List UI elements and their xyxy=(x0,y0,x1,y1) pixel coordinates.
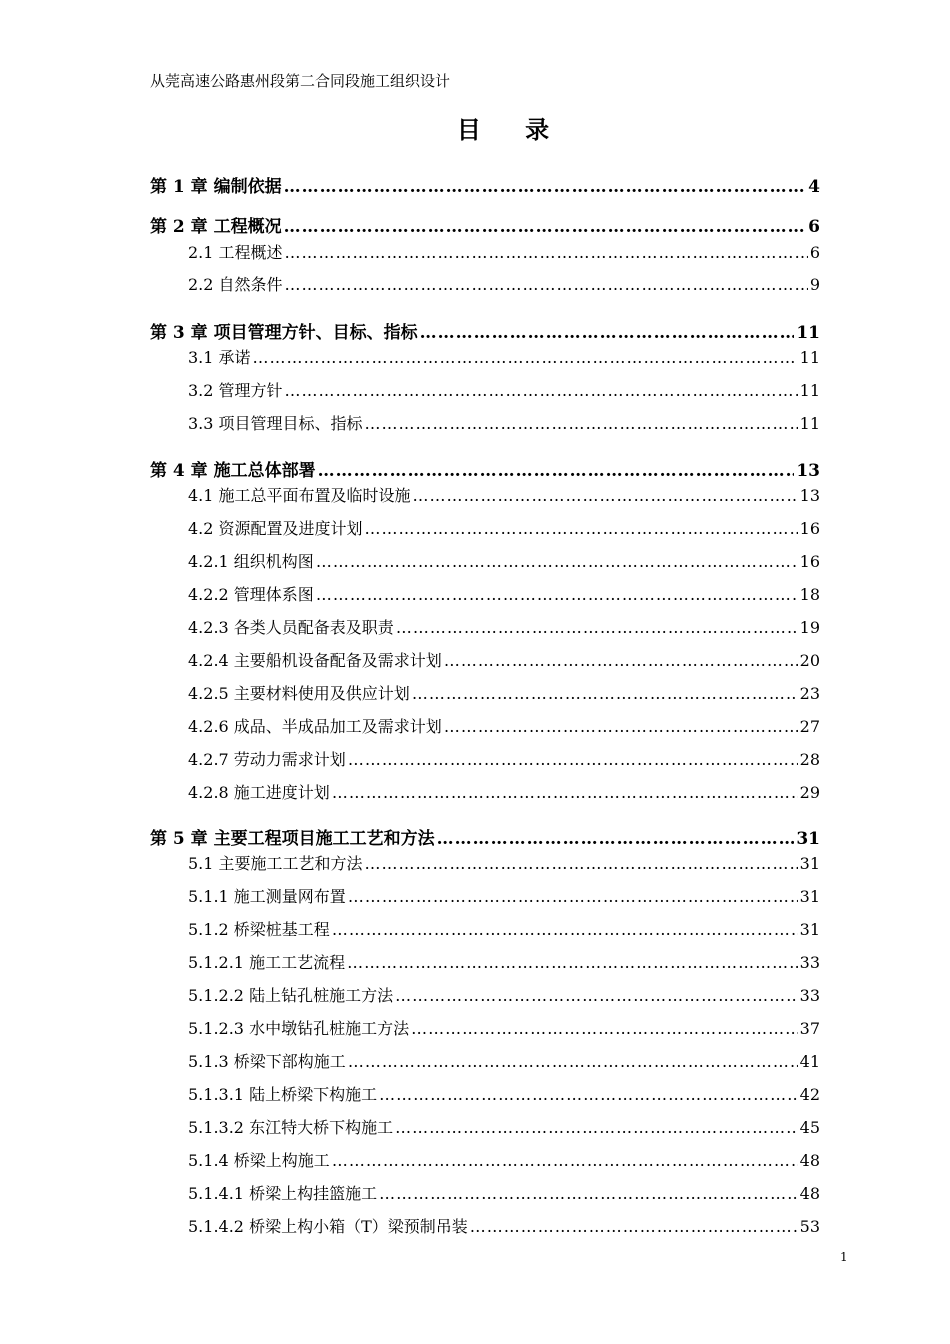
toc-entry-label: 5.1.1 施工测量网布置 xyxy=(188,887,346,906)
toc-entry-label: 3.3 项目管理目标、指标 xyxy=(188,414,363,433)
document-header: 从莞高速公路惠州段第二合同段施工组织设计 xyxy=(150,72,451,90)
toc-section-entry[interactable] xyxy=(188,272,820,298)
dot-leader xyxy=(332,1151,798,1170)
toc-section-entry[interactable] xyxy=(188,411,820,437)
toc-entry-label: 5.1.2.2 陆上钻孔桩施工方法 xyxy=(188,986,394,1005)
toc-section-entry[interactable] xyxy=(188,884,820,910)
toc-chapter-entry[interactable] xyxy=(150,172,820,198)
dot-leader xyxy=(437,829,795,849)
toc-entry-page: 53 xyxy=(799,1217,820,1236)
dot-leader xyxy=(412,684,798,703)
toc-section-entry[interactable] xyxy=(188,516,820,542)
toc-section-entry[interactable] xyxy=(188,615,820,641)
toc-entry-page: 48 xyxy=(799,1184,820,1203)
toc-section-entry[interactable] xyxy=(188,950,820,976)
toc-entry-page: 29 xyxy=(799,783,820,802)
toc-entry-page: 9 xyxy=(809,275,820,294)
toc-entry-page: 16 xyxy=(799,552,820,571)
dot-leader xyxy=(347,953,798,972)
toc-entry-label: 4.2.1 组织机构图 xyxy=(188,552,314,571)
dot-leader xyxy=(444,717,798,736)
dot-leader xyxy=(285,243,808,262)
toc-section-entry[interactable] xyxy=(188,681,820,707)
toc-entry-label: 第 2 章 工程概况 xyxy=(150,217,282,237)
toc-section-entry[interactable] xyxy=(188,1082,820,1108)
toc-entry-label: 第 1 章 编制依据 xyxy=(150,177,282,197)
toc-entry-page: 16 xyxy=(799,519,820,538)
toc-entry-label: 4.1 施工总平面布置及临时设施 xyxy=(188,486,411,505)
toc-entry-page: 11 xyxy=(799,348,820,367)
toc-section-entry[interactable] xyxy=(188,1049,820,1075)
dot-leader xyxy=(365,854,798,873)
toc-section-entry[interactable] xyxy=(188,1115,820,1141)
toc-entry-page: 11 xyxy=(799,414,820,433)
toc-chapter-entry[interactable] xyxy=(150,824,820,850)
toc-section-entry[interactable] xyxy=(188,240,820,266)
toc-section-entry[interactable] xyxy=(188,1181,820,1207)
toc-entry-page: 20 xyxy=(799,651,820,670)
dot-leader xyxy=(420,323,795,343)
toc-entry-label: 3.2 管理方针 xyxy=(188,381,283,400)
toc-entry-label: 第 5 章 主要工程项目施工工艺和方法 xyxy=(150,829,435,849)
toc-entry-page: 13 xyxy=(796,461,820,481)
dot-leader xyxy=(413,486,798,505)
toc-entry-label: 第 4 章 施工总体部署 xyxy=(150,461,316,481)
dot-leader xyxy=(284,177,807,197)
dot-leader xyxy=(365,414,798,433)
toc-section-entry[interactable] xyxy=(188,917,820,943)
toc-section-entry[interactable] xyxy=(188,549,820,575)
dot-leader xyxy=(285,275,808,294)
toc-entry-page: 23 xyxy=(799,684,820,703)
toc-section-entry[interactable] xyxy=(188,747,820,773)
toc-section-entry[interactable] xyxy=(188,714,820,740)
dot-leader xyxy=(316,552,798,571)
toc-entry-page: 27 xyxy=(799,717,820,736)
toc-section-entry[interactable] xyxy=(188,780,820,806)
toc-entry-page: 28 xyxy=(799,750,820,769)
toc-section-entry[interactable] xyxy=(188,483,820,509)
dot-leader xyxy=(365,519,798,538)
toc-section-entry[interactable] xyxy=(188,983,820,1009)
toc-entry-page: 31 xyxy=(799,854,820,873)
toc-entry-label: 第 3 章 项目管理方针、目标、指标 xyxy=(150,323,418,343)
dot-leader xyxy=(395,1118,798,1137)
toc-section-entry[interactable] xyxy=(188,582,820,608)
dot-leader xyxy=(253,348,798,367)
toc-entry-label: 4.2.8 施工进度计划 xyxy=(188,783,330,802)
toc-entry-page: 31 xyxy=(799,887,820,906)
dot-leader xyxy=(411,1019,798,1038)
toc-entry-page: 18 xyxy=(799,585,820,604)
toc-entry-label: 4.2.4 主要船机设备配备及需求计划 xyxy=(188,651,442,670)
toc-entry-label: 5.1.2.3 水中墩钻孔桩施工方法 xyxy=(188,1019,410,1038)
dot-leader xyxy=(316,585,798,604)
toc-entry-label: 5.1.4.2 桥梁上构小箱（T）梁预制吊装 xyxy=(188,1217,468,1236)
toc-entry-page: 31 xyxy=(796,829,820,849)
toc-entry-page: 6 xyxy=(809,243,820,262)
toc-entry-label: 5.1.3.1 陆上桥梁下构施工 xyxy=(188,1085,378,1104)
toc-entry-page: 42 xyxy=(799,1085,820,1104)
dot-leader xyxy=(395,986,798,1005)
toc-section-entry[interactable] xyxy=(188,1148,820,1174)
toc-entry-page: 37 xyxy=(799,1019,820,1038)
toc-chapter-entry[interactable] xyxy=(150,212,820,238)
dot-leader xyxy=(348,887,798,906)
toc-entry-page: 45 xyxy=(799,1118,820,1137)
toc-section-entry[interactable] xyxy=(188,1016,820,1042)
dot-leader xyxy=(396,618,798,637)
page-number: 1 xyxy=(840,1250,848,1264)
toc-entry-label: 5.1.3 桥梁下部构施工 xyxy=(188,1052,346,1071)
toc-entry-label: 4.2 资源配置及进度计划 xyxy=(188,519,363,538)
dot-leader xyxy=(284,217,807,237)
toc-entry-page: 4 xyxy=(808,177,820,197)
toc-section-entry[interactable] xyxy=(188,345,820,371)
toc-entry-page: 19 xyxy=(799,618,820,637)
dot-leader xyxy=(379,1184,798,1203)
toc-section-entry[interactable] xyxy=(188,1214,820,1240)
dot-leader xyxy=(285,381,798,400)
toc-chapter-entry[interactable] xyxy=(150,318,820,344)
toc-entry-label: 4.2.7 劳动力需求计划 xyxy=(188,750,346,769)
toc-entry-page: 6 xyxy=(808,217,820,237)
toc-entry-label: 4.2.5 主要材料使用及供应计划 xyxy=(188,684,410,703)
toc-entry-label: 5.1.4.1 桥梁上构挂篮施工 xyxy=(188,1184,378,1203)
toc-section-entry[interactable] xyxy=(188,378,820,404)
toc-entry-label: 5.1.3.2 东江特大桥下构施工 xyxy=(188,1118,394,1137)
toc-entry-page: 11 xyxy=(796,323,820,343)
toc-chapter-entry[interactable] xyxy=(150,456,820,482)
toc-entry-page: 41 xyxy=(799,1052,820,1071)
toc-entry-label: 3.1 承诺 xyxy=(188,348,251,367)
dot-leader xyxy=(332,920,798,939)
toc-entry-label: 5.1 主要施工工艺和方法 xyxy=(188,854,363,873)
toc-entry-label: 5.1.4 桥梁上构施工 xyxy=(188,1151,330,1170)
dot-leader xyxy=(470,1217,798,1236)
dot-leader xyxy=(444,651,798,670)
dot-leader xyxy=(332,783,798,802)
toc-entry-page: 33 xyxy=(799,986,820,1005)
toc-entry-label: 4.2.6 成品、半成品加工及需求计划 xyxy=(188,717,442,736)
toc-entry-page: 48 xyxy=(799,1151,820,1170)
dot-leader xyxy=(348,750,798,769)
toc-entry-label: 2.2 自然条件 xyxy=(188,275,283,294)
toc-section-entry[interactable] xyxy=(188,851,820,877)
toc-entry-page: 11 xyxy=(799,381,820,400)
toc-entry-label: 5.1.2.1 施工工艺流程 xyxy=(188,953,346,972)
toc-entry-page: 13 xyxy=(799,486,820,505)
toc-section-entry[interactable] xyxy=(188,648,820,674)
dot-leader xyxy=(318,461,795,481)
toc-entry-page: 31 xyxy=(799,920,820,939)
toc-entry-label: 4.2.3 各类人员配备表及职责 xyxy=(188,618,394,637)
dot-leader xyxy=(379,1085,798,1104)
toc-entry-page: 33 xyxy=(799,953,820,972)
toc-entry-label: 4.2.2 管理体系图 xyxy=(188,585,314,604)
dot-leader xyxy=(348,1052,798,1071)
toc-entry-label: 2.1 工程概述 xyxy=(188,243,283,262)
toc-entry-label: 5.1.2 桥梁桩基工程 xyxy=(188,920,330,939)
toc-title: 目 录 xyxy=(456,115,568,144)
